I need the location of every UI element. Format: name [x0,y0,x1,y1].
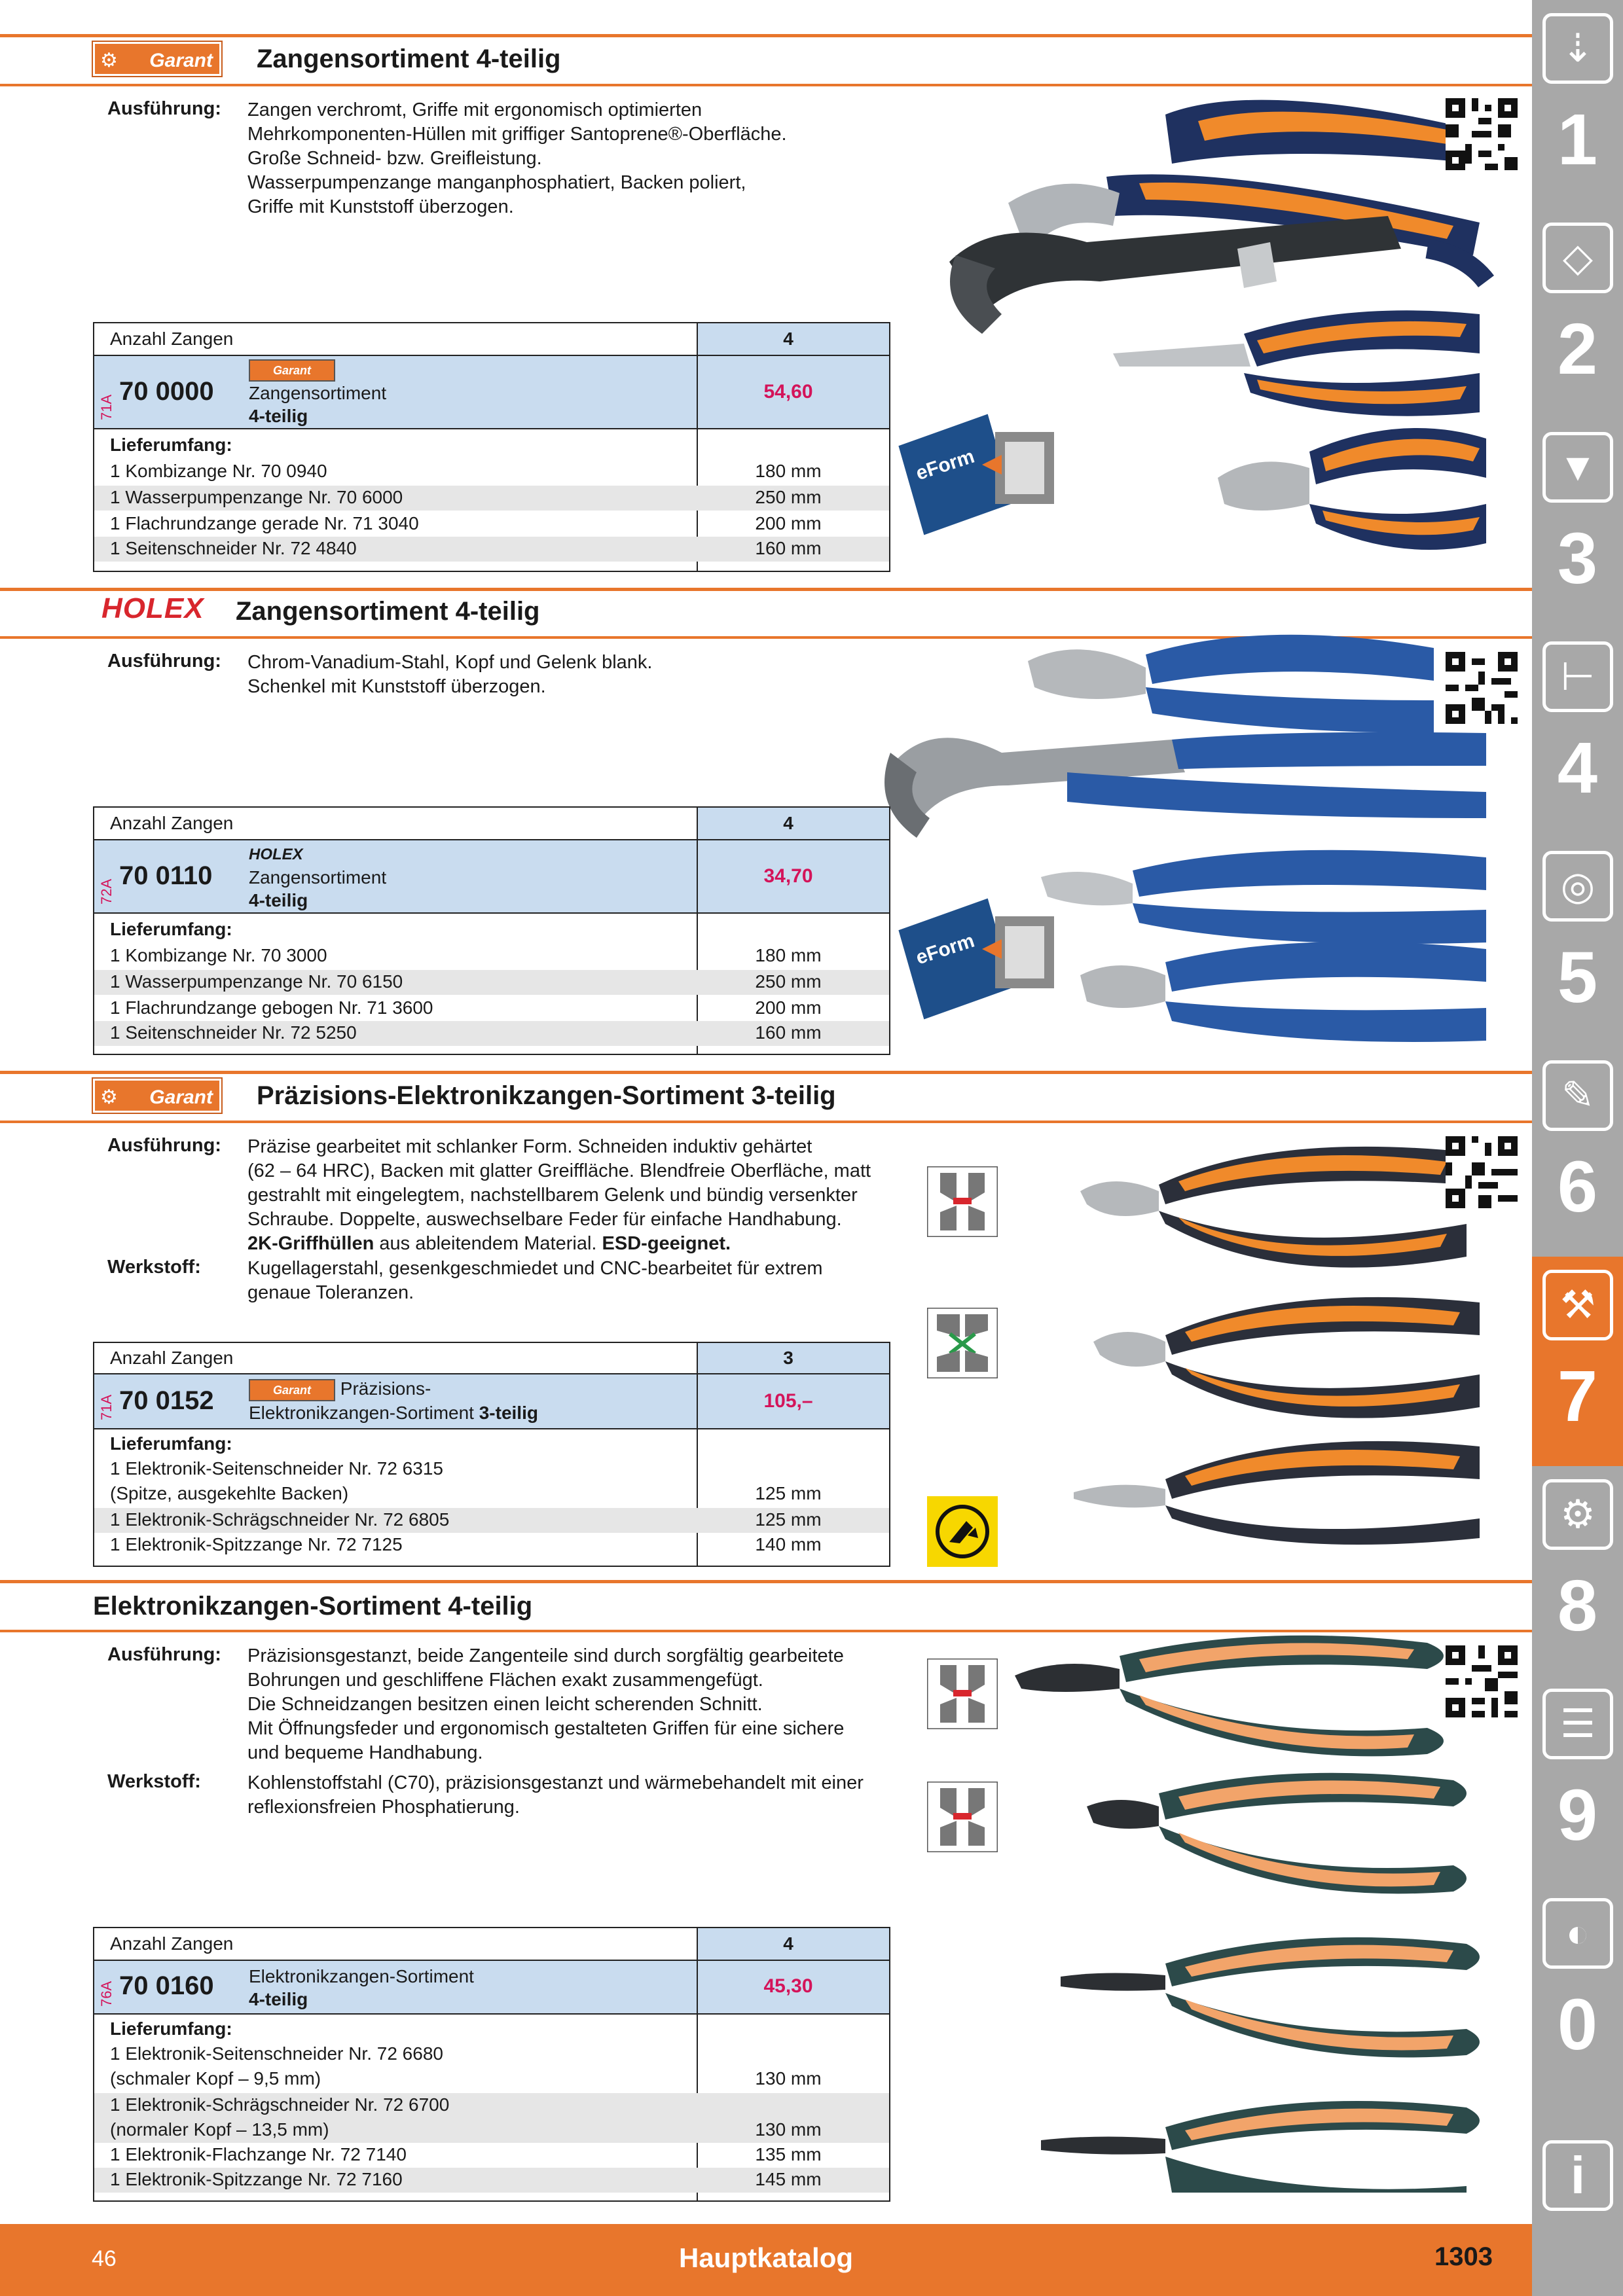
article-number[interactable]: 70 0160 [119,1971,214,2000]
qr-code [1446,98,1518,170]
garant-mini-logo: Garant [249,359,335,382]
garant-mini-logo: Garant [249,1379,335,1401]
price: 54,60 [763,381,813,403]
insert-icon: ◇ [1542,223,1613,293]
table-header-value: 4 [783,1933,793,1954]
section-rule [0,1580,1532,1583]
description: Chrom-Vanadium-Stahl, Kopf und Gelenk blank. Schenkel mit Kunststoff überzogen. [247,652,653,697]
article-number[interactable]: 70 0000 [119,377,214,406]
qr-code [1446,652,1518,724]
description: Präzise gearbeitet mit schlanker Form. Schneiden induktiv gehärtet (62 – 64 HRC), Backen mit glatter Greiffläche. Blendfreie Oberfläche, matt gestrahlt mit eingelegtem, nachstellbarem Gelenk und bündig versenkter Schraube. Doppelte, auswechselbare Feder für einfache Handhabung. 2K-Griffhüllen aus ableitendem Material. ESD-geeignet. [247,1136,871,1254]
chapter-tab-4[interactable]: ⊢ 4 [1532,628,1623,838]
pliers-product-image [1074,1126,1499,1545]
table-header-label: Anzahl Zangen [110,1348,234,1368]
hammer-pliers-icon: ⚒ [1542,1270,1613,1340]
pliers-product-image [1008,1630,1506,2193]
footer-left-number: 46 [92,2246,117,2271]
scope-label: Lieferumfang: [110,2018,232,2039]
holex-mini-logo: HOLEX [249,846,303,863]
price-code: 72A [98,878,115,905]
product-table: Anzahl Zangen 4 76A 70 0160 Elektronikzangen-Sortiment 4-teilig 45,30 Lieferumfang: 1 Elektronik-Seitenschneider Nr. 72 6680 (schmaler Kopf – 9,5 mm) 130 mm 1 Elektronik-Schrägschneider Nr. 72 6700 (normaler Kopf – 13,5 mm) 130 mm 1 Elektronik-Flachzange Nr. 72 7140 135 mm 1 Elektronik-Spitzzange Nr. 72 7160 145 mm [93,1927,890,2202]
chapter-tab-1[interactable]: ⇣ 1 [1532,0,1623,209]
section-rule [0,1121,1532,1123]
desc-label: Ausführung: [107,98,221,119]
chapter-tab-info[interactable] [1532,2094,1623,2225]
eform-icon [897,890,1054,1021]
table-header-value: 4 [783,813,793,833]
drill-icon: ⇣ [1542,13,1613,84]
section-title: Zangensortiment 4-teilig [236,597,540,626]
product-table: Anzahl Zangen 3 71A 70 0152 Garant Präzisions- Elektronikzangen-Sortiment 3-teilig 105,– Lieferumfang: 1 Elektronik-Seitenschneider Nr. 72 6315 (Spitze, ausgekehlte Backen) 125 mm 1 Elektronik-Schrägschneider Nr. 72 6805 125 mm 1 Elektronik-Spitzzange Nr. 72 7125 140 mm [93,1342,890,1567]
product-name: Garant Präzisions- Elektronikzangen-Sortiment 3-teilig [249,1378,538,1423]
chapter-tab-5[interactable]: ◎ 5 [1532,838,1623,1047]
caliper-icon: ⊢ [1542,641,1613,712]
chapter-tab-0[interactable]: ◐ 0 [1532,1885,1623,2094]
section-title: Elektronikzangen-Sortiment 4-teilig [93,1592,533,1621]
table-header-value: 3 [783,1348,793,1368]
scope-label: Lieferumfang: [110,919,232,939]
wrench-icon: ✎ [1542,1060,1613,1131]
scope-label: Lieferumfang: [110,435,232,455]
page-footer [0,2224,1532,2296]
chapter-tab-3[interactable]: ▼ 3 [1532,419,1623,628]
power-tool-icon: ⚙ [1542,1479,1613,1550]
article-number[interactable]: 70 0152 [119,1386,214,1415]
price-code: 71A [98,1394,115,1420]
description: Präzisionsgestanzt, beide Zangenteile sind durch sorgfältig gearbeitete Bohrungen und geschliffene Flächen exakt zusammengefügt. Die Schneidzangen besitzen einen leicht scherenden Schnitt. Mit Öffnungsfeder und ergonomisch gestalteten Griffen für eine sichere und bequeme Handhabung. [247,1645,845,1763]
table-header-label: Anzahl Zangen [110,813,234,833]
chapter-tab-9[interactable]: ☰ 9 [1532,1676,1623,1885]
garant-logo: ⚙ Garant [93,42,221,76]
product-name: HOLEX Zangensortiment 4-teilig [249,846,387,910]
material-description: Kugellagerstahl, gesenkgeschmiedet und CNC-bearbeitet für extrem genaue Toleranzen. [247,1258,823,1303]
safety-gear-icon: ◐ [1542,1898,1613,1969]
chapter-tab-7[interactable]: ⚒ 7 [1532,1257,1623,1466]
section-rule [0,34,1532,37]
material-description: Kohlenstoffstahl (C70), präzisionsgestanzt und wärmebehandelt mit einer reflexionsfreien Phosphatierung. [247,1772,864,1818]
section-title: Zangensortiment 4-teilig [257,45,561,73]
chapter-tab-8[interactable]: ⚙ 8 [1532,1466,1623,1676]
eform-icon [897,406,1054,537]
cut-type-icon [927,1308,998,1378]
price-code: 71A [98,394,115,420]
esd-icon [927,1496,998,1567]
cabinet-icon: ☰ [1542,1689,1613,1759]
product-table: Anzahl Zangen 4 72A 70 0110 HOLEX Zangensortiment 4-teilig 34,70 Lieferumfang: 1 Kombizange Nr. 70 3000 180 mm 1 Wasserpumpenzange Nr. 70 6150 250 mm 1 Flachrundzange gebogen Nr. 71 3600 200 mm 1 Seitenschneider Nr. 72 5250 160 mm [93,806,890,1055]
table-header-label: Anzahl Zangen [110,329,234,349]
garant-logo: ⚙ Garant [93,1079,221,1113]
page-number: 1303 [1434,2242,1493,2271]
description: Zangen verchromt, Griffe mit ergonomisch optimierten Mehrkomponenten-Hüllen mit griffiger Santoprene®-Oberfläche. Große Schneid- bzw. Greifleistung. Wasserpumpenzange manganphosphatiert, Backen poliert, Griffe mit Kunststoff überzogen. [247,99,787,217]
product-name: Elektronikzangen-Sortiment 4-teilig [249,1966,474,2009]
scope-label: Lieferumfang: [110,1433,232,1454]
product-table: Anzahl Zangen 4 71A 70 0000 Garant Zangensortiment 4-teilig 54,60 Lieferumfang: 1 Kombizange Nr. 70 0940 180 mm 1 Wasserpumpenzange Nr. 70 6000 250 mm 1 Flachrundzange gerade Nr. 71 3040 200 mm 1 Seitenschneider Nr. 72 4840 160 mm [93,322,890,572]
tool-holder-icon: ▼ [1542,432,1613,503]
cut-type-icon [927,1659,998,1729]
price: 45,30 [763,1975,813,1997]
desc-label: Ausführung: [107,1135,221,1156]
section-rule [0,1071,1532,1074]
footer-catalog-title: Hauptkatalog [678,2242,854,2273]
section-rule [0,588,1532,591]
price: 105,– [763,1390,813,1412]
chapter-tab-2[interactable]: ◇ 2 [1532,209,1623,419]
cut-type-icon [927,1166,998,1237]
article-number[interactable]: 70 0110 [119,861,213,890]
material-label: Werkstoff: [107,1257,201,1278]
svg-text:eForm: eForm [913,445,977,485]
material-label: Werkstoff: [107,1771,201,1792]
info-icon: i [1542,2140,1613,2211]
chapter-tab-6[interactable]: ✎ 6 [1532,1047,1623,1257]
table-header-label: Anzahl Zangen [110,1933,234,1954]
price-code: 76A [98,1981,115,2007]
desc-label: Ausführung: [107,1644,221,1665]
desc-label: Ausführung: [107,651,221,672]
qr-code [1446,1645,1518,1717]
section-title: Präzisions-Elektronikzangen-Sortiment 3-teilig [257,1081,836,1110]
product-name: Garant Zangensortiment 4-teilig [249,357,386,427]
svg-text:eForm: eForm [913,929,977,969]
qr-code [1446,1136,1518,1208]
cut-type-icon [927,1782,998,1852]
holex-logo: HOLEX [101,592,204,624]
table-header-value: 4 [783,329,793,349]
price: 34,70 [763,865,813,887]
grinding-disc-icon: ◎ [1542,851,1613,922]
